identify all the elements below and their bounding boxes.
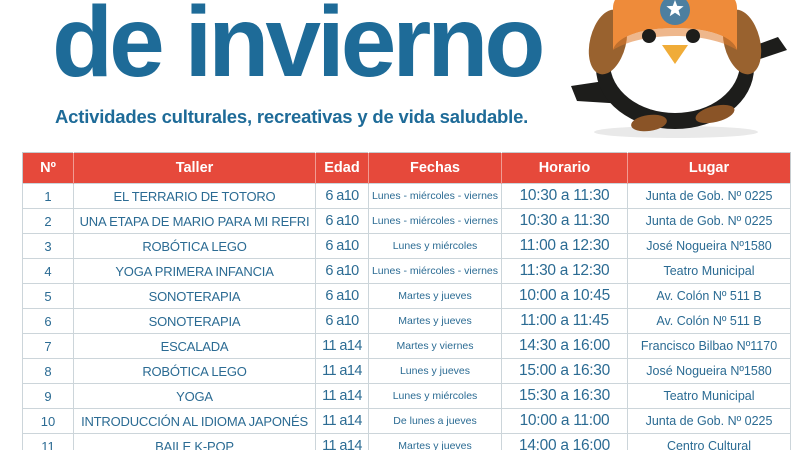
- cell-horario: 10:30 a 11:30: [502, 209, 628, 234]
- cell-numero: 11: [23, 434, 74, 450]
- cell-numero: 1: [23, 184, 74, 209]
- cell-numero: 4: [23, 259, 74, 284]
- cell-horario: 11:00 a 12:30: [502, 234, 628, 259]
- cell-lugar: Av. Colón Nº 511 B: [628, 309, 791, 334]
- cell-edad: 6 a10: [316, 259, 369, 284]
- cell-edad: 11 a14: [316, 409, 369, 434]
- table-row: [23, 409, 791, 434]
- cell-fechas: Martes y jueves: [369, 309, 502, 334]
- table-row: [23, 359, 791, 384]
- cell-horario: 11:30 a 12:30: [502, 259, 628, 284]
- cell-fechas: Martes y jueves: [369, 284, 502, 309]
- page-title: de invierno: [52, 0, 542, 98]
- table-row: [23, 234, 791, 259]
- cell-fechas: Lunes y miércoles: [369, 234, 502, 259]
- cell-taller: INTRODUCCIÓN AL IDIOMA JAPONÉS: [74, 409, 316, 434]
- cell-lugar: Av. Colón Nº 511 B: [628, 284, 791, 309]
- cell-taller: BAILE K-POP: [74, 434, 316, 450]
- penguin-right-eye: [686, 29, 700, 43]
- cell-taller: SONOTERAPIA: [74, 309, 316, 334]
- cell-fechas: Lunes - miércoles - viernes: [369, 259, 502, 284]
- cell-numero: 3: [23, 234, 74, 259]
- column-header-taller: Taller: [74, 153, 316, 184]
- cell-taller: YOGA PRIMERA INFANCIA: [74, 259, 316, 284]
- cell-edad: 6 a10: [316, 184, 369, 209]
- cell-numero: 6: [23, 309, 74, 334]
- cell-fechas: Lunes y miércoles: [369, 384, 502, 409]
- table-row: [23, 384, 791, 409]
- cell-lugar: Junta de Gob. Nº 0225: [628, 209, 791, 234]
- table-row: [23, 184, 791, 209]
- cell-fechas: Lunes - miércoles - viernes: [369, 209, 502, 234]
- cell-taller: UNA ETAPA DE MARIO PARA MI REFRI: [74, 209, 316, 234]
- schedule-table-head: [23, 153, 791, 184]
- cell-taller: EL TERRARIO DE TOTORO: [74, 184, 316, 209]
- table-row: [23, 284, 791, 309]
- penguin-illustration: [563, 0, 795, 140]
- cell-taller: SONOTERAPIA: [74, 284, 316, 309]
- column-header-horario: Horario: [502, 153, 628, 184]
- column-header-lugar: Lugar: [628, 153, 791, 184]
- header-row: [23, 153, 791, 184]
- cell-numero: 9: [23, 384, 74, 409]
- cell-fechas: Lunes y jueves: [369, 359, 502, 384]
- cell-taller: ESCALADA: [74, 334, 316, 359]
- cell-edad: 6 a10: [316, 209, 369, 234]
- column-header-edad: Edad: [316, 153, 369, 184]
- cell-fechas: Lunes - miércoles - viernes: [369, 184, 502, 209]
- cell-fechas: Martes y viernes: [369, 334, 502, 359]
- cell-edad: 11 a14: [316, 434, 369, 450]
- cell-lugar: Junta de Gob. Nº 0225: [628, 409, 791, 434]
- table-row: [23, 209, 791, 234]
- cell-horario: 15:00 a 16:30: [502, 359, 628, 384]
- cell-lugar: Teatro Municipal: [628, 384, 791, 409]
- cell-edad: 11 a14: [316, 384, 369, 409]
- page-subtitle: Actividades culturales, recreativas y de vida saludable.: [55, 106, 529, 127]
- cell-numero: 2: [23, 209, 74, 234]
- penguin-left-eye: [642, 29, 656, 43]
- cell-horario: 15:30 a 16:30: [502, 384, 628, 409]
- cell-horario: 10:30 a 11:30: [502, 184, 628, 209]
- cell-numero: 7: [23, 334, 74, 359]
- cell-numero: 5: [23, 284, 74, 309]
- cell-taller: YOGA: [74, 384, 316, 409]
- cell-numero: 10: [23, 409, 74, 434]
- schedule-table-body: [23, 184, 791, 450]
- poster-header: [52, 0, 612, 128]
- cell-edad: 11 a14: [316, 359, 369, 384]
- cell-edad: 6 a10: [316, 284, 369, 309]
- cell-edad: 6 a10: [316, 234, 369, 259]
- cell-numero: 8: [23, 359, 74, 384]
- cell-edad: 6 a10: [316, 309, 369, 334]
- cell-taller: ROBÓTICA LEGO: [74, 234, 316, 259]
- cell-horario: 10:00 a 10:45: [502, 284, 628, 309]
- cell-lugar: Francisco Bilbao Nº1170: [628, 334, 791, 359]
- cell-lugar: Centro Cultural: [628, 434, 791, 450]
- cell-fechas: De lunes a jueves: [369, 409, 502, 434]
- table-row: [23, 309, 791, 334]
- table-row: [23, 434, 791, 450]
- cell-lugar: José Nogueira Nº1580: [628, 359, 791, 384]
- table-row: [23, 334, 791, 359]
- cell-lugar: Junta de Gob. Nº 0225: [628, 184, 791, 209]
- cell-edad: 11 a14: [316, 334, 369, 359]
- cell-horario: 11:00 a 11:45: [502, 309, 628, 334]
- column-header-numero: Nº: [23, 153, 74, 184]
- cell-taller: ROBÓTICA LEGO: [74, 359, 316, 384]
- cell-fechas: Martes y jueves: [369, 434, 502, 450]
- cell-horario: 14:00 a 16:00: [502, 434, 628, 450]
- cell-horario: 10:00 a 11:00: [502, 409, 628, 434]
- column-header-fechas: Fechas: [369, 153, 502, 184]
- table-row: [23, 259, 791, 284]
- penguin-mascot-icon: [563, 0, 795, 140]
- cell-horario: 14:30 a 16:00: [502, 334, 628, 359]
- cell-lugar: Teatro Municipal: [628, 259, 791, 284]
- schedule-table: [22, 152, 791, 450]
- cell-lugar: José Nogueira Nº1580: [628, 234, 791, 259]
